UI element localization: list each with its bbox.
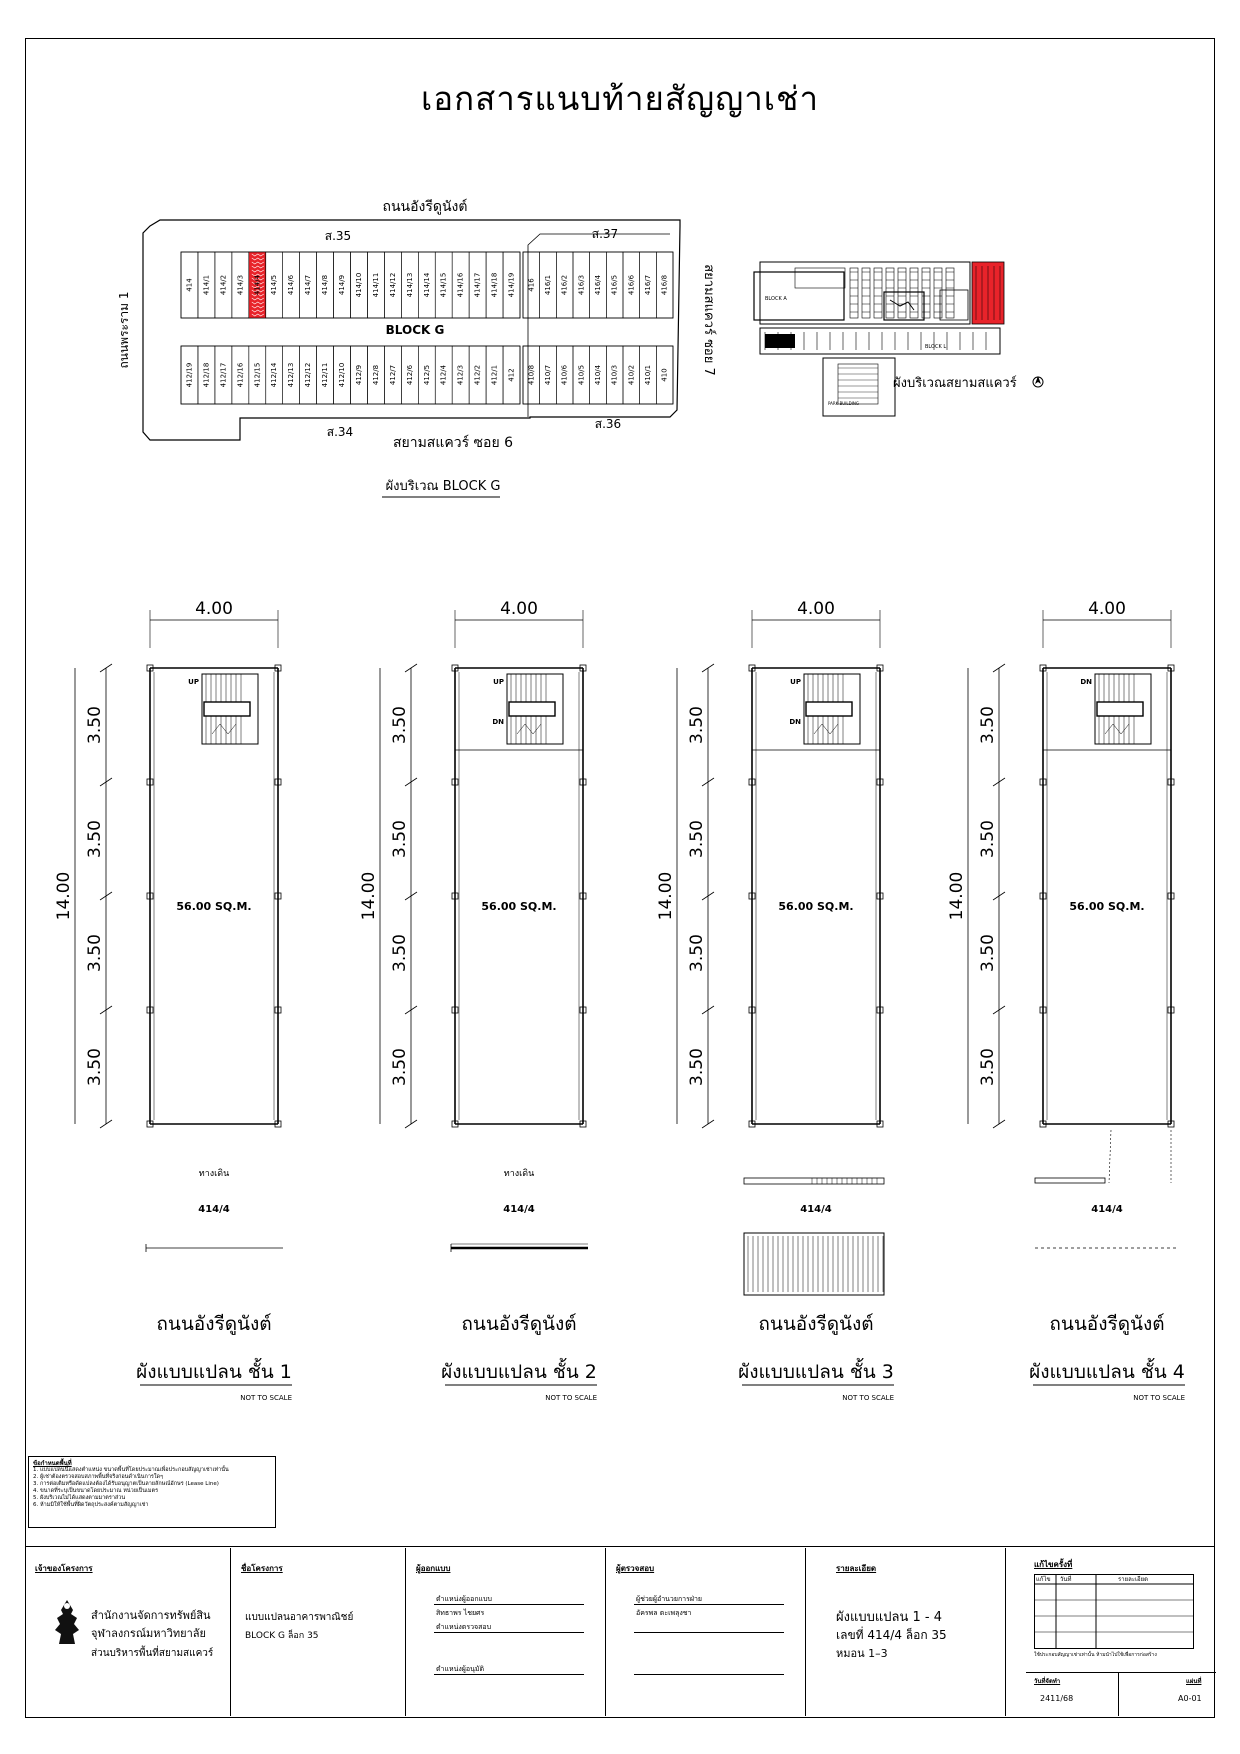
road-top-label: ถนนอังรีดูนังต์ [382, 199, 468, 215]
note-line-5: 5. ผังบริเวณไม่ได้แสดงตามมาตราส่วน [33, 1495, 126, 1501]
site-unit-label: 414/11 [371, 272, 380, 298]
site-unit-label: 410/6 [560, 364, 569, 386]
document-title: เอกสารแนบท้ายสัญญาเช่า [421, 79, 819, 118]
road-name-label: ถนนอังรีดูนังต์ [156, 1313, 272, 1335]
floor-plan-caption: ผังแบบแปลน ชั้น 4 [1029, 1361, 1185, 1383]
revision-table [1034, 1574, 1194, 1658]
key-block-l: BLOCK L [925, 344, 947, 350]
floor-plan-caption: ผังแบบแปลน ชั้น 3 [738, 1361, 894, 1383]
site-unit-label: 414/1 [202, 274, 211, 296]
site-unit-label: 412/7 [388, 364, 397, 386]
note-line-3: 3. การต่อเติมหรือดัดแปลงต้องได้รับอนุญาตเป็นลายลักษณ์อักษร (Lease Line) [33, 1481, 219, 1487]
site-unit-label: 410/1 [644, 364, 652, 386]
note-line-2: 2. ผู้เช่าต้องตรวจสอบสภาพพื้นที่จริงก่อนดำเนินการใดๆ [33, 1474, 164, 1480]
span-dimension: 3.50 [687, 934, 707, 972]
span-dimension: 3.50 [85, 934, 105, 972]
span-dimension: 3.50 [978, 934, 998, 972]
site-unit-label: 414/13 [405, 272, 414, 298]
tb-design-line3: ตำแหน่งตรวจสอบ [436, 1623, 492, 1631]
span-dimension: 3.50 [978, 706, 998, 744]
stair-label-dn: DN [789, 718, 801, 726]
area-label: 56.00 SQ.M. [481, 900, 557, 913]
site-unit-label: 414/9 [338, 274, 347, 296]
span-dimension: 3.50 [85, 1048, 105, 1086]
width-dimension: 4.00 [500, 599, 538, 619]
site-unit-label: 412 [507, 368, 516, 382]
depth-dimension: 14.00 [359, 871, 379, 921]
floor-plan-4 [947, 599, 1185, 1402]
unit-number-label: 414/4 [198, 1204, 230, 1215]
tb-sheet-line1: ผังแบบแปลน 1 - 4 [836, 1610, 942, 1625]
span-dimension: 3.50 [687, 820, 707, 858]
key-parking: PARK BUILDING [828, 401, 859, 406]
depth-dimension: 14.00 [947, 871, 967, 921]
tb-date-value: 2411/68 [1040, 1694, 1074, 1703]
site-unit-label: 412/11 [321, 362, 330, 388]
site-unit-label: 412/6 [405, 364, 414, 386]
site-unit-label: 414/12 [388, 272, 397, 298]
site-unit-label: 414/15 [439, 272, 448, 298]
university-emblem-icon [47, 1596, 87, 1652]
site-unit-label: 416/4 [594, 274, 602, 296]
site-unit-label: 414/10 [354, 272, 363, 298]
depth-dimension: 14.00 [54, 871, 74, 921]
row-410 [523, 346, 673, 404]
site-unit-label: 410/3 [610, 364, 619, 386]
site-plan-caption: ผังบริเวณ BLOCK G [385, 479, 501, 494]
tb-rev-head: แก้ไขครั้งที่ [1034, 1560, 1073, 1569]
tb-date-label: วันที่จัดทำ [1034, 1678, 1061, 1685]
site-unit-label: 412/15 [253, 362, 262, 388]
tb-revision [1005, 1548, 1215, 1716]
site-unit-label: 412/4 [439, 364, 448, 386]
unit-number-label: 414/4 [503, 1204, 535, 1215]
tb-project-head: ชื่อโครงการ [241, 1564, 283, 1573]
site-unit-label: 414/18 [490, 272, 499, 298]
block-label: BLOCK G [385, 323, 445, 337]
site-unit-label: 410/8 [527, 364, 536, 386]
width-dimension: 4.00 [1088, 599, 1126, 619]
span-dimension: 3.50 [687, 1048, 707, 1086]
site-unit-label: 412/5 [422, 364, 431, 386]
site-unit-label: 412/3 [456, 364, 465, 386]
site-unit-label: 412/17 [219, 362, 228, 388]
site-unit-label: 416 [527, 278, 536, 292]
tb-sheet-line3: หมอน 1–3 [836, 1647, 888, 1660]
tb-sheet [805, 1548, 1005, 1716]
stair-label-up: UP [790, 678, 801, 686]
stair-label-up: UP [493, 678, 504, 686]
road-left-label: ถนนพระราม 1 [117, 291, 131, 369]
site-unit-label: 416/2 [560, 274, 569, 296]
span-dimension: 3.50 [390, 1048, 410, 1086]
site-unit-label: 410/2 [627, 364, 636, 386]
area-label: 56.00 SQ.M. [778, 900, 854, 913]
site-unit-label: 414/4 [253, 274, 262, 296]
site-plan [117, 198, 717, 497]
site-unit-label: 410 [660, 368, 669, 382]
span-dimension: 3.50 [390, 706, 410, 744]
tb-approve-line1: ผู้ช่วยผู้อำนวยการฝ่าย [636, 1595, 703, 1603]
site-unit-label: 410/7 [544, 364, 552, 386]
site-unit-label: 414/16 [456, 272, 465, 298]
depth-dimension: 14.00 [656, 871, 676, 921]
site-unit-label: 416/3 [577, 274, 586, 296]
floor-plan-caption: ผังแบบแปลน ชั้น 1 [136, 1361, 292, 1383]
tb-rev-col2: วันที่ [1060, 1576, 1072, 1583]
site-unit-label: 412/12 [304, 362, 313, 388]
key-block-a: BLOCK A [765, 296, 787, 302]
tb-approve-line2: อัครพล ตะเพลุงชา [636, 1609, 692, 1617]
site-unit-label: 412/10 [338, 362, 347, 388]
site-unit-label: 416/5 [610, 274, 619, 296]
span-dimension: 3.50 [85, 706, 105, 744]
tb-project-line2: BLOCK G ล็อก 35 [245, 1631, 319, 1641]
note-line-4: 4. ขนาดที่ระบุเป็นขนาดโดยประมาณ หน่วยเป็นเมตร [33, 1488, 159, 1494]
site-unit-label: 412/2 [473, 364, 482, 386]
unit-number-label: 414/4 [1091, 1204, 1123, 1215]
span-dimension: 3.50 [85, 820, 105, 858]
site-unit-label: 414/7 [304, 274, 313, 296]
site-unit-label: 412/9 [354, 364, 363, 386]
site-unit-label: 416/1 [544, 274, 552, 296]
site-unit-label: 414 [185, 278, 194, 292]
floor-plan-3 [656, 599, 894, 1402]
site-unit-label: 414/5 [270, 274, 279, 296]
tb-design-line1: ตำแหน่งผู้ออกแบบ [436, 1595, 492, 1603]
site-unit-label: 416/8 [660, 274, 669, 296]
tb-sheet-line2: เลขที่ 414/4 ล็อก 35 [836, 1628, 947, 1642]
scale-note: NOT TO SCALE [240, 1394, 292, 1402]
lane-bottom-right: ส.36 [594, 417, 622, 431]
span-dimension: 3.50 [390, 934, 410, 972]
floor-plan-caption: ผังแบบแปลน ชั้น 2 [441, 1361, 597, 1383]
site-unit-label: 414/14 [422, 272, 431, 298]
stair-label-dn: DN [492, 718, 504, 726]
front-walkway-label: ทางเดิน [503, 1169, 535, 1179]
tb-project-line1: แบบแปลนอาคารพาณิชย์ [245, 1612, 354, 1623]
tb-owner-head: เจ้าของโครงการ [35, 1564, 93, 1573]
floor-plan-2 [359, 599, 597, 1402]
front-walkway-label: ทางเดิน [198, 1169, 230, 1179]
site-unit-label: 412/14 [270, 362, 279, 388]
stair-label-dn: DN [1080, 678, 1092, 686]
tb-sheet-no-label: แผ่นที่ [1186, 1678, 1202, 1685]
tb-owner-line2: จุฬาลงกรณ์มหาวิทยาลัย [91, 1627, 206, 1640]
road-right-label: สยามสแควร์ ซอย 7 [701, 264, 716, 376]
floor-plan-1 [54, 599, 292, 1402]
floor-plans [54, 599, 1185, 1402]
span-dimension: 3.50 [390, 820, 410, 858]
scale-note: NOT TO SCALE [842, 1394, 894, 1402]
road-bottom-label: สยามสแควร์ ซอย 6 [392, 435, 514, 451]
lane-top-right: ส.37 [591, 227, 619, 241]
site-unit-label: 416/7 [644, 274, 652, 296]
tb-rev-note: ใช้ประกอบสัญญาเช่าเท่านั้น ห้ามนำไปใช้เพื่อการก่อสร้าง [1034, 1652, 1157, 1658]
span-dimension: 3.50 [687, 706, 707, 744]
stair-label-up: UP [188, 678, 199, 686]
tb-designer [405, 1548, 605, 1716]
area-label: 56.00 SQ.M. [176, 900, 252, 913]
scale-note: NOT TO SCALE [545, 1394, 597, 1402]
tb-design-head: ผู้ออกแบบ [416, 1564, 451, 1573]
site-unit-label: 412/1 [490, 364, 499, 386]
site-unit-label: 414/8 [321, 274, 330, 296]
site-unit-label: 414/17 [473, 272, 482, 298]
width-dimension: 4.00 [797, 599, 835, 619]
site-unit-label: 414/6 [287, 274, 296, 296]
tb-approve-head: ผู้ตรวจสอบ [616, 1564, 655, 1573]
tb-rev-col1: แก้ไข [1036, 1576, 1051, 1583]
row-416 [523, 252, 673, 318]
site-unit-label: 414/2 [219, 274, 228, 296]
key-map-caption: ผังบริเวณสยามสแควร์ [893, 376, 1017, 391]
width-dimension: 4.00 [195, 599, 233, 619]
lane-bottom-left: ส.34 [326, 425, 354, 439]
tb-rev-col3: รายละเอียด [1118, 1576, 1149, 1583]
site-unit-label: 416/6 [627, 274, 636, 296]
row-412 [181, 346, 520, 404]
row-414 [181, 252, 520, 318]
site-unit-label: 414/3 [236, 274, 245, 296]
site-unit-label: 414/19 [507, 272, 516, 298]
tb-sheet-no-value: A0-01 [1178, 1694, 1202, 1703]
road-name-label: ถนนอังรีดูนังต์ [461, 1313, 577, 1335]
notes-heading: ข้อกำหนดพื้นที่ [33, 1460, 72, 1467]
note-line-6: 6. ห้ามมิให้ใช้พื้นที่ผิดวัตถุประสงค์ตามสัญญาเช่า [33, 1502, 149, 1508]
tb-project [230, 1548, 405, 1716]
tb-design-line4: ตำแหน่งผู้อนุมัติ [436, 1665, 485, 1673]
lane-top-left: ส.35 [324, 229, 352, 243]
site-unit-label: 412/8 [371, 364, 380, 386]
note-line-1: 1. แบบแปลนนี้แสดงตำแหน่ง ขนาดพื้นที่โดยประมาณเพื่อประกอบสัญญาเช่าเท่านั้น [33, 1467, 229, 1473]
site-unit-label: 410/4 [594, 364, 602, 386]
site-unit-label: 410/5 [577, 364, 586, 386]
tb-owner-line3: ส่วนบริหารพื้นที่สยามสแควร์ [91, 1648, 214, 1659]
notes-box [28, 1456, 276, 1528]
unit-number-label: 414/4 [800, 1204, 832, 1215]
site-unit-label: 412/16 [236, 362, 245, 388]
site-unit-label: 412/19 [185, 362, 194, 388]
tb-owner-line1: สำนักงานจัดการทรัพย์สิน [91, 1609, 211, 1622]
site-unit-label: 412/18 [202, 362, 211, 388]
tb-owner [25, 1548, 230, 1716]
tb-sheet-head: รายละเอียด [836, 1564, 877, 1573]
road-name-label: ถนนอังรีดูนังต์ [1049, 1313, 1165, 1335]
scale-note: NOT TO SCALE [1133, 1394, 1185, 1402]
span-dimension: 3.50 [978, 1048, 998, 1086]
key-map [754, 262, 1043, 416]
site-unit-label: 412/13 [287, 362, 296, 388]
tb-approver [605, 1548, 805, 1716]
area-label: 56.00 SQ.M. [1069, 900, 1145, 913]
span-dimension: 3.50 [978, 820, 998, 858]
road-name-label: ถนนอังรีดูนังต์ [758, 1313, 874, 1335]
tb-design-line2: สิทธาพร ไชยศร [436, 1609, 485, 1617]
